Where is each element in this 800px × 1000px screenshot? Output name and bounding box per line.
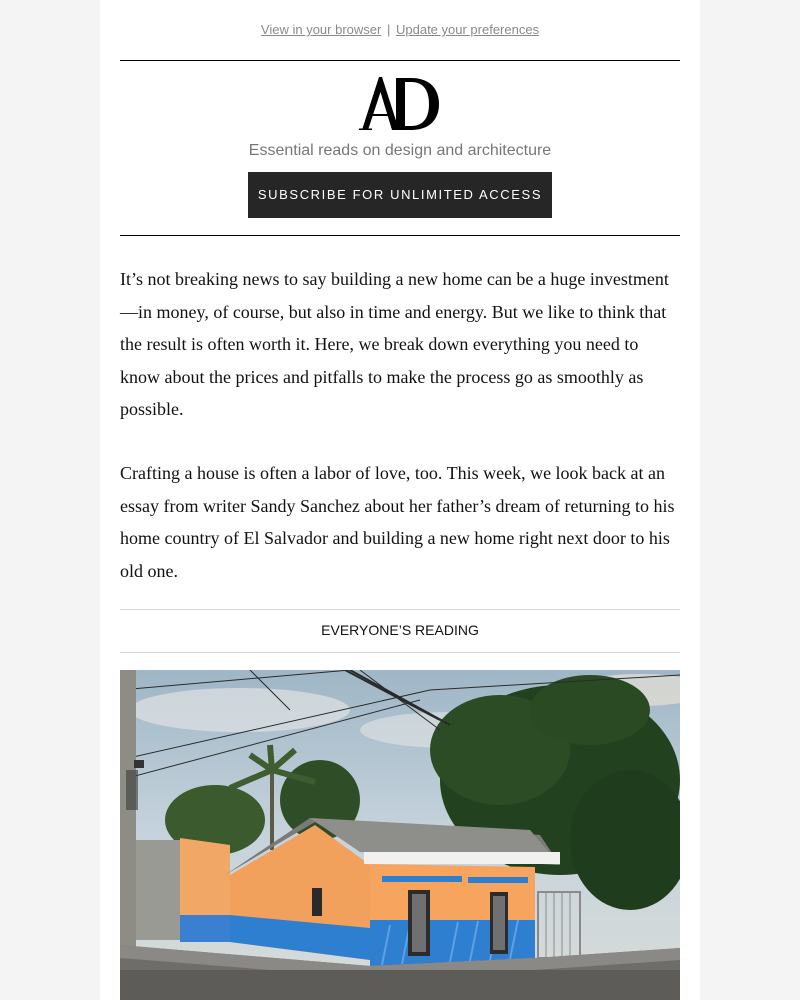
intro-paragraph-1 <box>120 263 685 426</box>
paragraph-line: —in money, of course, but also in time and energy. But we like to think that <box>120 301 667 322</box>
section-divider-top <box>120 609 680 610</box>
header-divider-top <box>120 60 680 61</box>
ad-logo-mark <box>359 74 441 132</box>
preheader-separator: | <box>386 22 391 37</box>
preheader <box>100 22 700 37</box>
subscribe-button[interactable]: SUBSCRIBE FOR UNLIMITED ACCESS <box>248 172 552 218</box>
intro-paragraph-2 <box>120 457 685 587</box>
paragraph-line: the result is often worth it. Here, we break down everything you need to <box>120 334 639 354</box>
house-photo <box>120 670 680 1000</box>
paragraph-line: home country of El Salvador and building a new home right next door to his <box>120 528 670 548</box>
hero-image-house[interactable] <box>120 670 680 1000</box>
paragraph-line: essay from writer Sandy Sanchez about her father’s dream of returning to his <box>120 495 675 516</box>
paragraph-line: possible. <box>120 399 184 419</box>
email-container <box>100 0 700 1000</box>
view-in-browser-link[interactable]: View in your browser <box>260 22 382 37</box>
section-divider-bottom <box>120 652 680 653</box>
update-preferences-link[interactable]: Update your preferences <box>395 22 540 37</box>
paragraph-line: Crafting a house is often a labor of love, too. This week, we look back at an <box>120 463 666 483</box>
paragraph-line: know about the prices and pitfalls to make the process go as smoothly as <box>120 366 644 387</box>
section-title: EVERYONE’S READING <box>321 622 479 638</box>
header-divider-bottom <box>120 235 680 236</box>
tagline: Essential reads on design and architecture <box>248 142 552 159</box>
paragraph-line: It’s not breaking news to say building a new home can be a huge investment <box>120 269 669 289</box>
ad-logo[interactable] <box>100 74 700 137</box>
paragraph-line: old one. <box>120 560 178 581</box>
